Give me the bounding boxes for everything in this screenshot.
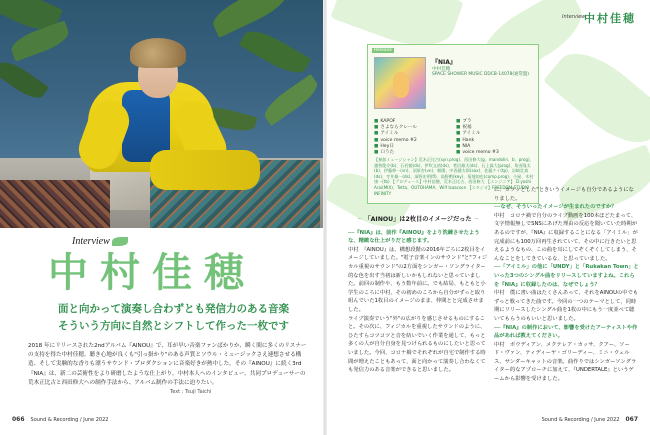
track-title: さよならクレール: [380, 125, 418, 131]
release-info: [432, 57, 536, 78]
subtitle-line-1: 面と向かって演奏し合わずとも発信力のある音楽: [58, 303, 289, 315]
track-bullet: ■: [374, 150, 379, 156]
subtitle: [58, 301, 289, 335]
answer-text: 中村 『AINOU』は、構想段階の2016年ごろに2枚目をイメージしていました。"電子音楽インのサウンド"と"フィジカル重視のサウンド"の2方面をシンガー・ソングライター的な色を出す当初は新しいかもしれないと思っていました。前回の制作や、もう数年前に。でも結局、もともと小学生のころに中村、その初めのころから自分がずっと取り組んでいた1枚目のイメージのまま、仲間とと完成させました。: [348, 246, 488, 313]
track-bullet: ■: [456, 137, 461, 143]
track-title: 口うた: [380, 150, 395, 156]
question: ──『NIA』の制作において、影響を受けたアーティストや作品があれば教えてください。: [494, 324, 638, 340]
text-credit: Text : Tsuji Taichi: [170, 389, 212, 395]
artist-name-title: 中村佳穂: [48, 249, 256, 296]
track-title: アイミル: [380, 131, 399, 137]
track-title: Hey日: [380, 143, 394, 149]
track-bullet: ■: [374, 125, 379, 131]
leaf-icon: [112, 237, 128, 246]
answer: 中村 ボウディアン、メクテレア・カッサ、クアー、ソード・ヴァン、ティディーヤ・ゴリーディー、ミニ・ウェルス、サンダーキャットの音楽。曲作りではシンガーソングライター的なアプローチに加えて、『UNDERTALE』というゲームから影響を受けました。: [494, 341, 637, 383]
running-head-name: 中村佳穂: [584, 12, 636, 25]
album-title: 『NIA』: [432, 59, 456, 66]
track-bullet: ■: [374, 143, 379, 149]
legs: [150, 150, 260, 190]
interview-column-2: [494, 186, 639, 412]
track-bullet: ■: [374, 137, 379, 143]
track-title: KAPOF: [380, 119, 396, 124]
subtitle-line-2: そういう方向に自然とシフトして作った一枚です: [58, 320, 289, 332]
track-bullet: ■: [374, 131, 379, 137]
answer: [348, 246, 488, 315]
footer-left: [12, 416, 108, 423]
answer-continued: に、カラッとした"ときいうイメージも自分であるようになりました。: [494, 187, 634, 202]
running-head-label: Interview: [562, 14, 586, 20]
track-bullet: ■: [374, 119, 379, 124]
track-title: 祝福: [462, 125, 472, 131]
question: ──『NIA』は、前作『AINOU』をより洗練させたような、精緻な仕上がりだと感じます。: [348, 229, 480, 245]
plant-leaf: [239, 24, 312, 80]
track-column-1: [374, 119, 417, 156]
track-title: ブラ: [462, 119, 472, 124]
bg-leaf: [543, 38, 650, 158]
interview-label-text: Interview: [72, 236, 110, 247]
page-number-right: 067: [625, 416, 638, 423]
track-bullet: ■: [456, 143, 461, 149]
track-title: Hank: [462, 137, 475, 143]
interview-column-1: [348, 214, 488, 412]
page-number-left: 066: [12, 416, 25, 423]
track-column-2: [456, 119, 499, 156]
album-label: SPACE SHOWER MUSIC DDCB-14078(通常盤): [432, 72, 529, 77]
track-bullet: ■: [456, 131, 461, 137]
footer-right: [542, 416, 638, 423]
album-artist: 中村佳穂: [432, 67, 451, 72]
gutter: [323, 0, 327, 435]
track-item: [456, 150, 499, 156]
track-item: [374, 150, 417, 156]
footer-publication-right: Sound & Recording / June 2022: [541, 417, 620, 423]
release-tag: Release: [374, 48, 392, 53]
plant-leaf: [260, 74, 322, 126]
release-credits: 【参加ミュージシャン】荒木正比古(syn.prog)、西田修大(g、mandolin、b、prog)、越智俊介(b)、石若駿(ds)、伊吹文裕(ds)、菅沼雄太(ds)、石上嵩大(prog)、角田隆太(b)、伊藤伸一(vn)、須原杏(vn)、朝陽、中西健太郎(sax)、佐藤ケイ(tp)、岩崎壮真(ds)、寺井雄一(ds)、深野宏明(fl)、高野勲(key)、菊地知也(comp.prog)、小屋、木村康一(tb) 【プロデュース】中村佳穂、荒木正比古、西田修大 【エンジニア】 D.yoshi Arai(MIX)、Tetta、OUTOHAMA、Wilf Isaacson 【スタジオ】FREEDOM STUDIO INFINITY: [374, 157, 534, 196]
footer-publication-left: Sound & Recording / June 2022: [30, 417, 109, 423]
track-title: NIA: [462, 143, 471, 149]
answer: ライブ演奏でいう"外"の広がりを感じさせるものにすること。その次に、フィジカルを重視したサウンドのように、ひたすらコツコツと音を紡いでいく作業を通して、もっと多くの人が自分自身を見つけられるものにしたいと思っていました。今回、コロナ禍でそれぞれが自宅で制作する時間が増えたこともあって、面と向かって演奏し合わなくても発信力のある音楽ができると思いました。: [348, 315, 486, 374]
track-title: voice memo #2: [380, 137, 417, 143]
portrait-photo: [0, 0, 323, 228]
track-bullet: ■: [456, 150, 461, 156]
woven-blanket: [0, 180, 110, 228]
interview-label: [72, 236, 128, 247]
question: ──なぜ、そういったイメージが生まれたのですか？: [494, 204, 617, 211]
track-title: アイミル: [462, 131, 481, 137]
lead-paragraph: 2018 年にリリースされた2ndアルバム『AINOU』で、耳が早い音楽ファンばかりか、瞬く間に多くのリスナーの支持を得た中村佳穂。聴き心地が良くも"引っ掛かり"のある声質とソウル・ミュージックさえ連想させる構造、そして実験的な香りも漂うサウンド・プロダクションに音楽好きが熱中した。その『AINOU』に続く3rd『NIA』は、新二の芸術性をより研磨したような仕上がり。中村本人へのインタビュー、共同プロデューサーの荒木正比古と西田修大への制作手法から、アルバム制作の手法に迫りたい。: [28, 343, 307, 386]
answer: 中村 僕に書い曲はたくさんあって、それをAINOUの中でもずっと歌ってきた曲です。今回の一つのテーマとして、同時期にリリースしたシングル曲を1枚の中にもう一度並べて聴いてもらうのもいいと思いました。: [494, 290, 639, 322]
release-box: [367, 44, 539, 204]
answer: 中村 コロナ禍で自分のライブ動画を100本ほどたまって、文字情報無しでSNSにあげた理由の反応を聞いていた時期があるのですが、『NIA』に収録することになる「アイミル」が完成前にも100万回再生されていて、その中に行きたいと思えるようなもの、この曲を耳にしてぞくぞくしてしまう、そんなことをしてきているな、と思っていました。: [494, 212, 638, 262]
album-cover: [374, 57, 426, 109]
plant-leaf: [0, 56, 49, 103]
question: ──「アイミル」の他に「UNDY」と「Rukakan Town」といった3つのシングル曲をリリースしていますよね。これらを『NIA』に収録したのは、なぜでしょう？: [494, 264, 639, 288]
track-bullet: ■: [456, 125, 461, 131]
track-title: voice memo #3: [462, 150, 499, 156]
track-bullet: ■: [456, 119, 461, 124]
hair: [130, 38, 186, 68]
section-heading: ─ 「AINOU」は2枚目のイメージだった ─: [348, 216, 488, 225]
